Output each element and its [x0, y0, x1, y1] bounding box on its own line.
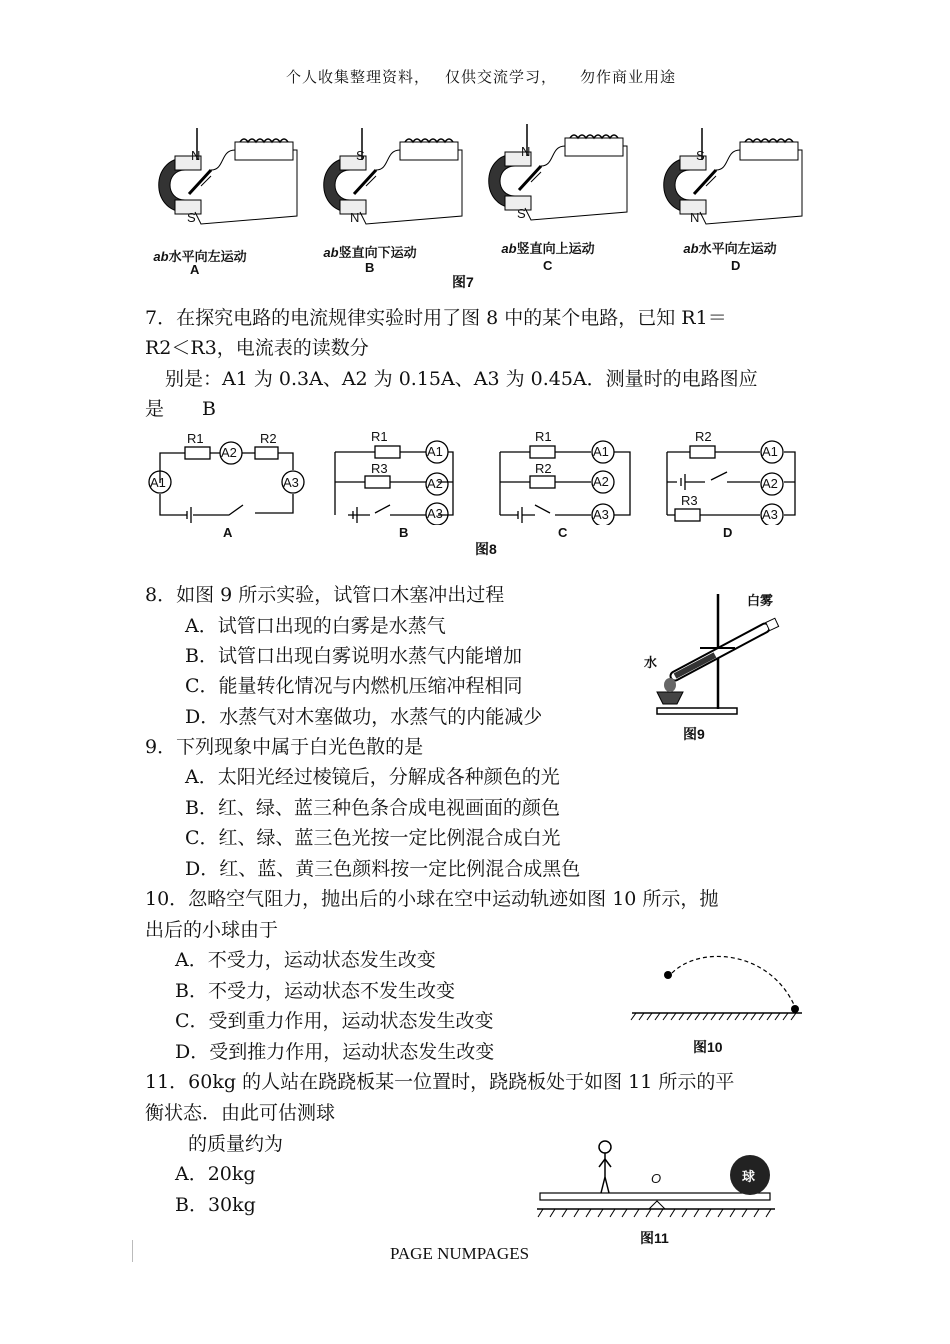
fig7-pole-bottom-c: S [517, 206, 526, 221]
footer-margin-mark [132, 1240, 133, 1262]
fig8-c-r2: R2 [535, 461, 552, 476]
q11-option-a: A．20kg [175, 1163, 256, 1185]
figure-8 [145, 425, 805, 560]
fig9-label-fog: 白雾 [747, 593, 774, 608]
q8-option-d: D．水蒸气对木塞做功，水蒸气的内能减少 [185, 706, 543, 728]
q9-option-d: D．红、蓝、黄三色颜料按一定比例混合成黑色 [185, 858, 581, 880]
fig8-letter-b: B [399, 525, 409, 540]
fig10-caption: 图10 [693, 1039, 723, 1055]
q10-option-d: D．受到推力作用，运动状态发生改变 [175, 1041, 495, 1063]
q10-option-c: C．受到重力作用，运动状态发生改变 [175, 1010, 494, 1032]
q8-option-c: C．能量转化情况与内燃机压缩冲程相同 [185, 675, 523, 697]
fig8-letter-c: C [558, 525, 568, 540]
fig7-desc-d: ab水平向左运动 [683, 241, 777, 256]
fig7-desc-c: ab竖直向上运动 [501, 241, 595, 256]
fig8-a-r1: R1 [187, 431, 204, 446]
fig8-b-r3: R3 [371, 461, 388, 476]
q11-option-b: B．30kg [175, 1194, 256, 1216]
fig7-pole-bottom-a: S [187, 210, 196, 225]
q11-line-2: 衡状态．由此可估测球 [145, 1102, 336, 1124]
fig8-c-a3: A3 [593, 507, 609, 522]
fig8-d-a1: A1 [762, 444, 778, 459]
figure-9 [635, 588, 805, 748]
header-text-3: 勿作商业用途 [580, 68, 677, 86]
fig8-b-a2: A2 [427, 476, 443, 491]
fig8-c-r1: R1 [535, 429, 552, 444]
fig7-letter-a: A [190, 262, 200, 277]
fig9-caption: 图9 [683, 726, 705, 742]
q11-line-3: 的质量约为 [188, 1133, 284, 1155]
q9-stem: 9．下列现象中属于白光色散的是 [145, 736, 424, 758]
q7-line-1: 7．在探究电路的电流规律实验时用了图 8 中的某个电路，已知 R1＝ [145, 307, 727, 329]
figure-7 [145, 120, 805, 300]
fig7-pole-top-c: N [521, 144, 531, 159]
fig7-pole-bottom-d: N [690, 210, 700, 225]
fig8-b-a3: A3 [427, 506, 443, 521]
fig8-c-a1: A1 [593, 444, 609, 459]
q7-line-2: R2＜R3，电流表的读数分 [145, 337, 369, 359]
fig11-ball-label: 球 [742, 1169, 756, 1184]
q10-line-2: 出后的小球由于 [145, 919, 279, 941]
q11-line-1: 11．60kg 的人站在跷跷板某一位置时，跷跷板处于如图 11 所示的平 [145, 1071, 735, 1093]
q7-line-4: 是 B [145, 398, 216, 420]
fig8-b-r1: R1 [371, 429, 388, 444]
fig8-d-r3: R3 [681, 493, 698, 508]
q9-option-b: B．红、绿、蓝三种色条合成电视画面的颜色 [185, 797, 560, 819]
fig8-c-a2: A2 [593, 474, 609, 489]
fig7-letter-c: C [543, 258, 553, 273]
fig8-caption: 图8 [475, 541, 497, 557]
fig8-letter-a: A [223, 525, 233, 540]
fig7-desc-b: ab竖直向下运动 [323, 245, 417, 260]
q8-stem: 8．如图 9 所示实验，试管口木塞冲出过程 [145, 584, 505, 606]
fig7-letter-b: B [365, 260, 375, 275]
fig8-a-a3: A3 [283, 475, 299, 490]
figure-10-drawing [630, 955, 805, 1030]
q7-line-3: 别是：A1 为 0.3A、A2 为 0.15A、A3 为 0.45A．测量时的电路图应 [165, 368, 758, 390]
fig11-pivot-label: O [651, 1171, 662, 1186]
fig7-letter-d: D [731, 258, 741, 273]
fig11-caption: 图11 [640, 1230, 669, 1246]
q9-option-a: A．太阳光经过棱镜后，分解成各种颜色的光 [185, 766, 560, 788]
fig8-a-a1: A1 [150, 475, 166, 490]
fig8-d-a3: A3 [762, 507, 778, 522]
fig7-caption: 图7 [452, 274, 474, 290]
fig8-letter-d: D [723, 525, 733, 540]
footer-page-field: PAGE NUMPAGES [390, 1244, 530, 1263]
fig8-d-r2: R2 [695, 429, 712, 444]
q10-option-a: A．不受力，运动状态发生改变 [175, 949, 436, 971]
figure-10 [630, 955, 805, 1060]
fig7-pole-top-d: S [696, 148, 705, 163]
fig8-b-a1: A1 [427, 444, 443, 459]
fig7-pole-top-b: S [356, 148, 365, 163]
fig7-pole-bottom-b: N [350, 210, 360, 225]
figure-7-drawing [145, 120, 805, 250]
fig7-pole-top-a: N [191, 148, 201, 163]
fig8-d-a2: A2 [762, 476, 778, 491]
fig8-a-r2: R2 [260, 431, 277, 446]
fig8-a-a2: A2 [221, 445, 237, 460]
figure-11 [535, 1135, 790, 1250]
q10-option-b: B．不受力，运动状态不发生改变 [175, 980, 455, 1002]
q8-option-a: A．试管口出现的白雾是水蒸气 [185, 615, 446, 637]
figure-9-drawing [635, 588, 805, 723]
q9-option-c: C．红、绿、蓝三色光按一定比例混合成白光 [185, 827, 561, 849]
header-text-2: 仅供交流学习， [445, 68, 558, 86]
header-text-1: 个人收集整理资料， [286, 68, 431, 86]
q8-option-b: B．试管口出现白雾说明水蒸气内能增加 [185, 645, 522, 667]
fig9-label-water: 水 [644, 655, 658, 670]
q10-line-1: 10．忽略空气阻力，抛出后的小球在空中运动轨迹如图 10 所示，抛 [145, 888, 719, 910]
fig7-desc-a: ab水平向左运动 [153, 249, 247, 264]
